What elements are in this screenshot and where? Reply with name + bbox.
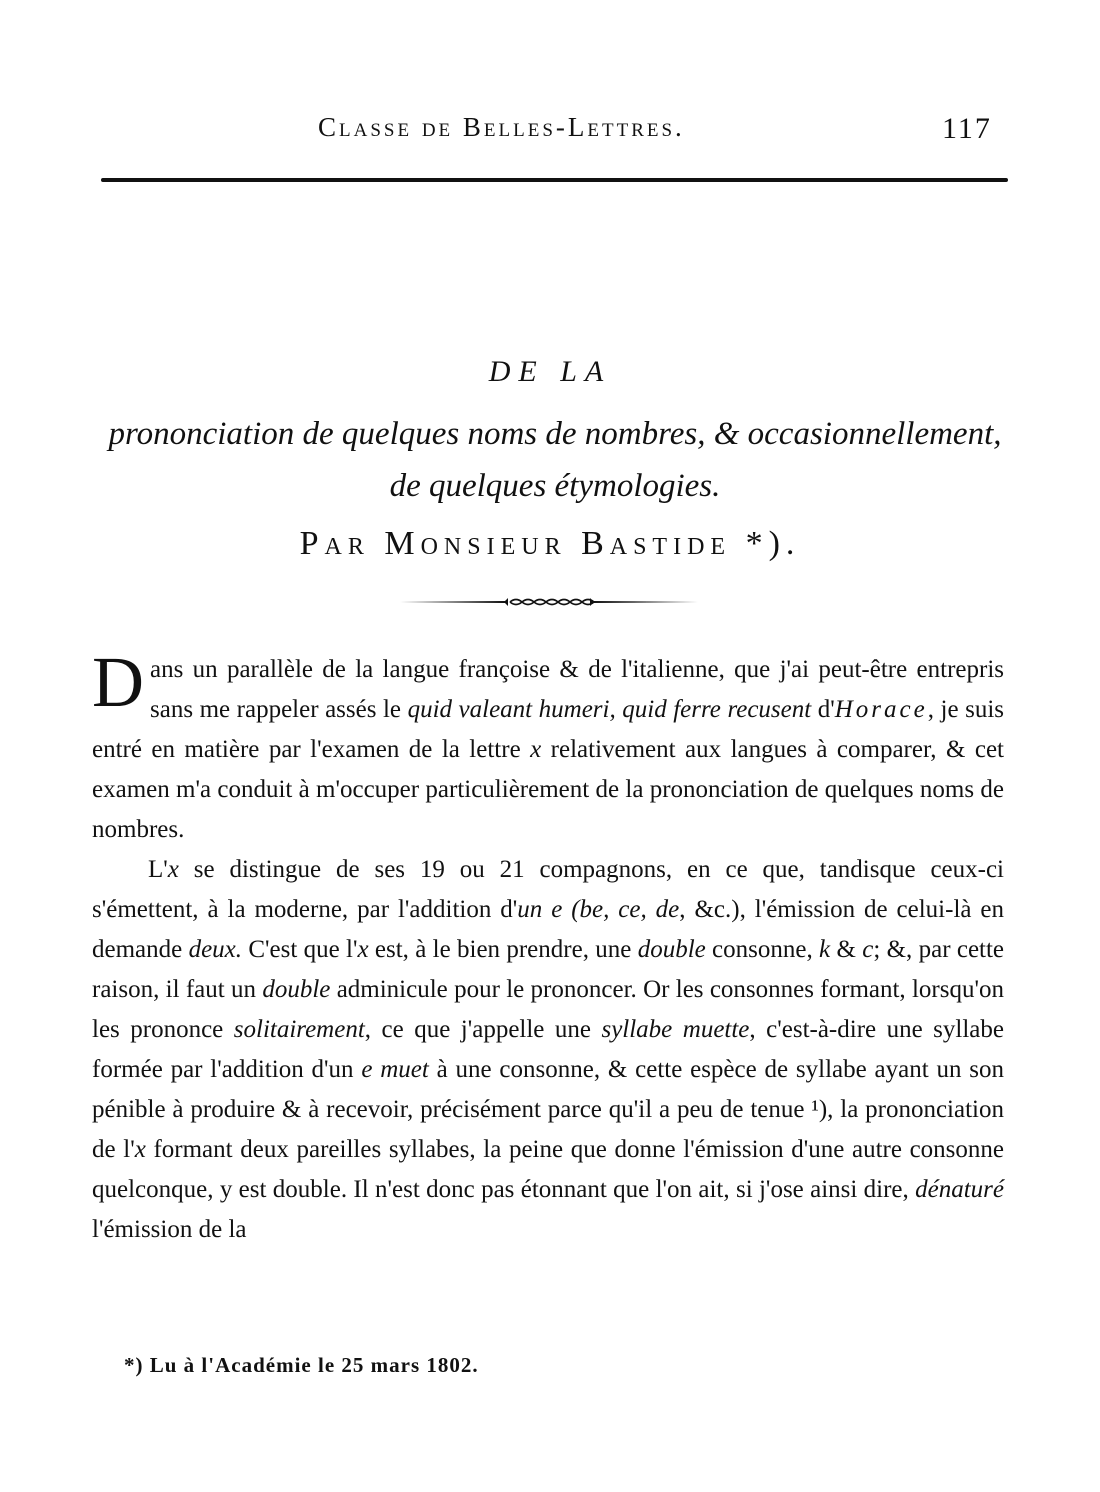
page-number: 117 (942, 112, 992, 145)
italic-run: quid valeant humeri, quid ferre recusent (407, 696, 812, 723)
text-run: à une consonne, & cette espèce de syllabe ayant un son pénible à produire & à recevoir, précisément parce qu'il a peu de tenue ¹), la prononciation de l' (92, 1056, 1004, 1163)
italic-run: e muet (361, 1056, 429, 1083)
paragraph-2 (92, 850, 1004, 1250)
text-run: L' (148, 856, 168, 883)
italic-run: x (134, 1136, 146, 1163)
italic-run: un e (be, ce, de (517, 896, 680, 923)
italic-run: syllabe muette (601, 1016, 750, 1043)
byline: Par Monsieur Bastide *). (299, 525, 801, 562)
text-run: , ce que j'appelle une (364, 1016, 602, 1043)
text-run: adminicule pour le prononcer. Or les consonnes formant, lorsqu'on les prononce (92, 976, 1004, 1043)
text-run: , c'est-à-dire une syllabe formée par l'addition d'un (92, 1016, 1004, 1083)
text-run: d' (811, 696, 835, 723)
text-run: ans un parallèle de la langue françoise & de l'italienne, que j'ai peut-être entrepris sans me rappeler assés le (150, 656, 1004, 723)
text-run: l'émission de la (92, 1216, 247, 1243)
italic-run: double (637, 936, 706, 963)
ornament-divider (400, 596, 698, 608)
italic-run: dénaturé (915, 1176, 1004, 1203)
running-title: Classe de Belles-Lettres. (318, 112, 685, 142)
italic-run: double (262, 976, 331, 1003)
drop-cap: D (92, 642, 144, 722)
paragraph-1 (92, 642, 1004, 850)
body-text (92, 642, 1005, 1250)
italic-run: x (167, 856, 179, 883)
running-head (0, 112, 1100, 152)
text-run: , &c.), l'émission de celui-là en demande (92, 896, 1005, 963)
italic-run: k (819, 936, 831, 963)
header-rule (101, 178, 1008, 182)
text-run: relativement aux langues à comparer, & cet examen m'a conduit à m'occuper particulièrement de la prononciation de quelques noms de nombres. (92, 736, 1004, 843)
text-run: & (830, 936, 863, 963)
italic-run: x (530, 736, 542, 763)
footnote: *) Lu à l'Académie le 25 mars 1802. (124, 1353, 479, 1377)
text-run: se distingue de ses 19 ou 21 compagnons, en ce que, tandisque ceux-ci s'émettent, à la moderne, par l'addition d' (92, 856, 1004, 923)
italic-run: Horace (834, 696, 928, 723)
text-run: est, à le bien prendre, une (368, 936, 638, 963)
text-run: ; &, par cette raison, il faut un (92, 936, 1005, 1003)
article-title: prononciation de quelques noms de nombres, & occasionnellement, de quelques étymologies. (108, 416, 1002, 504)
italic-run: c (862, 936, 874, 963)
text-run: consonne, (705, 936, 820, 963)
italic-run: x (357, 936, 369, 963)
text-run: , je suis entré en matière par l'examen de la lettre (92, 696, 1004, 763)
italic-run: deux. (188, 936, 243, 963)
text-run: formant deux pareilles syllabes, la peine que donne l'émission d'une autre consonne quelconque, y est double. Il n'est donc pas étonnant que l'on ait, si j'ose ainsi dire, (92, 1136, 1005, 1203)
italic-run: solitairement (233, 1016, 365, 1043)
title-line-1: DE LA (488, 355, 612, 388)
text-run: C'est que l' (242, 936, 358, 963)
